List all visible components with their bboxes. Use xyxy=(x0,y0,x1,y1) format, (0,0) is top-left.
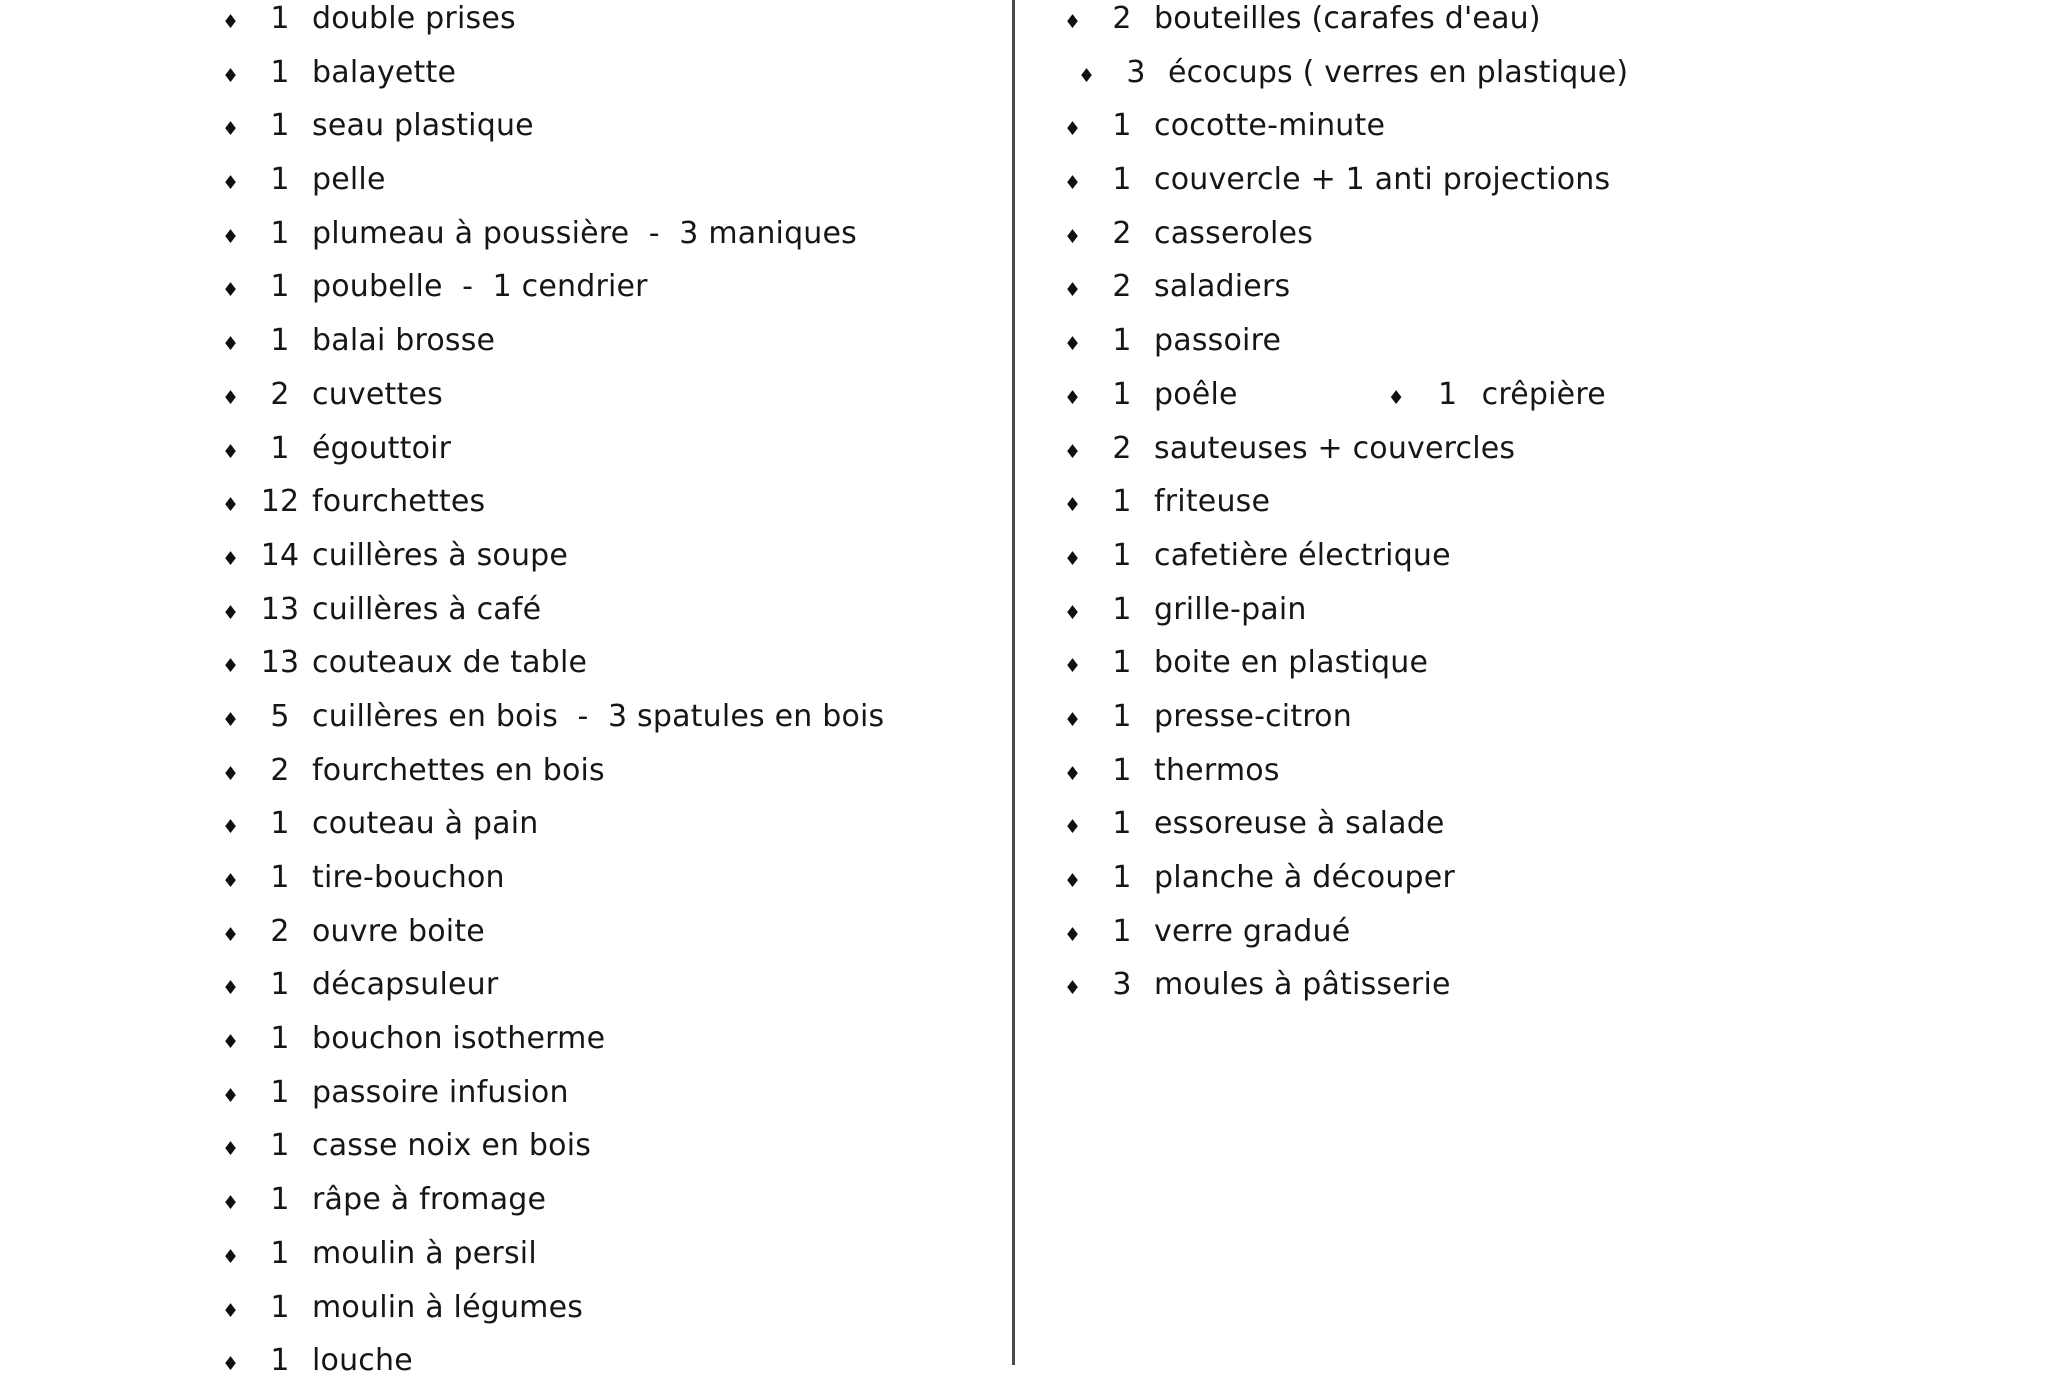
list-item xyxy=(222,46,1008,100)
item-label: saladiers xyxy=(1154,269,1291,305)
item-label: cuillères à soupe xyxy=(312,537,569,573)
list-item xyxy=(1064,905,2024,959)
item-label: couvercle + 1 anti projections xyxy=(1154,162,1611,198)
item-quantity: 1 xyxy=(270,323,290,359)
bullet-icon: ♦ xyxy=(222,1245,240,1268)
item-quantity: 2 xyxy=(1112,269,1132,305)
list-item xyxy=(1064,744,2024,798)
list-item xyxy=(222,797,1008,851)
bullet-icon: ♦ xyxy=(1064,923,1082,946)
item-quantity: 1 xyxy=(270,162,290,198)
list-item xyxy=(222,583,1008,637)
item-quantity: 1 xyxy=(270,1343,290,1379)
item-label: râpe à fromage xyxy=(312,1182,547,1218)
item-quantity: 1 xyxy=(1112,752,1132,788)
list-item xyxy=(1064,422,2024,476)
list-item xyxy=(222,314,1008,368)
item-quantity: 1 xyxy=(270,806,290,842)
item-label: boite en plastique xyxy=(1154,645,1429,681)
list-item xyxy=(222,422,1008,476)
list-item xyxy=(222,1227,1008,1281)
list-item xyxy=(222,153,1008,207)
list-item xyxy=(222,1173,1008,1227)
item-quantity: 1 xyxy=(1112,323,1132,359)
bullet-icon: ♦ xyxy=(1064,601,1082,624)
item-quantity: 1 xyxy=(1112,860,1132,895)
item-label: moulin à persil xyxy=(312,1235,537,1271)
bullet-icon: ♦ xyxy=(222,118,240,141)
item-label: cocotte-minute xyxy=(1154,108,1386,144)
item-label: bouteilles (carafes d'eau) xyxy=(1154,1,1541,36)
item-label: balayette xyxy=(312,54,457,90)
bullet-icon: ♦ xyxy=(222,547,240,570)
bullet-icon: ♦ xyxy=(222,64,240,87)
item-quantity: 12 xyxy=(260,484,300,520)
item-label: tire-bouchon xyxy=(312,860,505,895)
bullet-icon: ♦ xyxy=(222,225,240,248)
item-quantity: 1 xyxy=(270,1289,290,1325)
item-quantity: 13 xyxy=(260,645,300,681)
bullet-icon: ♦ xyxy=(222,333,240,356)
bullet-icon: ♦ xyxy=(222,1138,240,1161)
list-item xyxy=(1064,207,2024,261)
item-label: seau plastique xyxy=(312,108,534,144)
item-label: poubelle - 1 cendrier xyxy=(312,269,648,305)
item-label: égouttoir xyxy=(312,430,452,466)
bullet-icon: ♦ xyxy=(222,279,240,302)
item-quantity: 5 xyxy=(270,698,290,734)
item-label: balai brosse xyxy=(312,323,496,359)
inventory-column-right xyxy=(1064,0,2024,1012)
item-quantity: 1 xyxy=(270,1182,290,1218)
item-label: essoreuse à salade xyxy=(1154,806,1445,842)
list-item xyxy=(1064,958,2024,1012)
list-item xyxy=(222,99,1008,153)
bullet-icon: ♦ xyxy=(222,1084,240,1107)
item-label: louche xyxy=(312,1343,413,1379)
item-quantity: 1 xyxy=(1112,645,1132,681)
bullet-icon: ♦ xyxy=(1064,547,1082,570)
inventory-column-left xyxy=(222,0,1008,1388)
bullet-icon: ♦ xyxy=(222,1353,240,1376)
bullet-icon: ♦ xyxy=(222,1031,240,1054)
item-quantity: 1 xyxy=(270,215,290,251)
bullet-icon: ♦ xyxy=(222,1192,240,1215)
item-quantity: 14 xyxy=(260,537,300,573)
bullet-icon: ♦ xyxy=(1064,816,1082,839)
item-quantity: 1 xyxy=(270,1128,290,1164)
bullet-icon: ♦ xyxy=(222,494,240,517)
bullet-icon: ♦ xyxy=(222,708,240,731)
bullet-icon: ♦ xyxy=(222,977,240,1000)
item-quantity: 2 xyxy=(270,376,290,412)
item-label: passoire infusion xyxy=(312,1074,569,1110)
bullet-icon: ♦ xyxy=(222,440,240,463)
item-label: cuillères à café xyxy=(312,591,542,627)
list-item xyxy=(1064,690,2024,744)
item-label: poêle xyxy=(1154,376,1238,412)
list-item xyxy=(222,1066,1008,1120)
item-quantity: 1 xyxy=(1112,162,1132,198)
item-label: plumeau à poussière - 3 maniques xyxy=(312,215,858,251)
list-item xyxy=(222,1281,1008,1335)
list-item xyxy=(222,260,1008,314)
list-item xyxy=(222,0,1008,46)
list-item xyxy=(222,958,1008,1012)
bullet-icon: ♦ xyxy=(1064,655,1082,678)
item-label: fourchettes xyxy=(312,484,486,520)
item-label: passoire xyxy=(1154,323,1282,359)
item-quantity: 1 xyxy=(270,1021,290,1057)
list-item xyxy=(222,368,1008,422)
bullet-icon: ♦ xyxy=(1064,11,1082,33)
list-item xyxy=(1064,851,2024,905)
bullet-icon: ♦ xyxy=(222,816,240,839)
list-item xyxy=(1064,583,2024,637)
item-label: casse noix en bois xyxy=(312,1128,592,1164)
bullet-icon: ♦ xyxy=(1064,172,1082,195)
bullet-icon: ♦ xyxy=(1064,440,1082,463)
list-item xyxy=(222,207,1008,261)
item-label: grille-pain xyxy=(1154,591,1307,627)
bullet-icon: ♦ xyxy=(222,386,240,409)
item-quantity: 1 xyxy=(1112,591,1132,627)
item-label: sauteuses + couvercles xyxy=(1154,430,1516,466)
bullet-icon: ♦ xyxy=(1064,118,1082,141)
list-item xyxy=(1064,797,2024,851)
item-quantity: 1 xyxy=(270,108,290,144)
bullet-icon: ♦ xyxy=(1064,708,1082,731)
list-item xyxy=(222,744,1008,798)
bullet-icon: ♦ xyxy=(1064,762,1082,785)
item-quantity: 1 xyxy=(270,1235,290,1271)
item-label: décapsuleur xyxy=(312,967,499,1003)
item-label: friteuse xyxy=(1154,484,1271,520)
item-quantity: 2 xyxy=(1112,430,1132,466)
list-item xyxy=(222,1119,1008,1173)
item-quantity: 1 xyxy=(1438,376,1458,412)
item-quantity: 2 xyxy=(1112,215,1132,251)
item-quantity: 1 xyxy=(1112,913,1132,949)
bullet-icon: ♦ xyxy=(1078,64,1096,87)
bullet-icon: ♦ xyxy=(222,601,240,624)
item-label: moulin à légumes xyxy=(312,1289,584,1325)
item-quantity: 3 xyxy=(1126,54,1146,90)
item-label: couteau à pain xyxy=(312,806,539,842)
list-item xyxy=(222,690,1008,744)
item-label: moules à pâtisserie xyxy=(1154,967,1451,1003)
item-label: cuvettes xyxy=(312,376,443,412)
bullet-icon: ♦ xyxy=(222,655,240,678)
bullet-icon: ♦ xyxy=(1064,977,1082,1000)
bullet-icon: ♦ xyxy=(222,172,240,195)
bullet-icon: ♦ xyxy=(1064,225,1082,248)
item-quantity: 2 xyxy=(270,913,290,949)
item-quantity: 1 xyxy=(270,860,290,895)
item-label: double prises xyxy=(312,1,516,36)
bullet-icon: ♦ xyxy=(1064,279,1082,302)
item-quantity: 1 xyxy=(1112,108,1132,144)
bullet-icon: ♦ xyxy=(222,1299,240,1322)
bullet-icon: ♦ xyxy=(222,11,240,33)
list-item xyxy=(1064,153,2024,207)
bullet-icon: ♦ xyxy=(1387,386,1405,409)
item-label: écocups ( verres en plastique) xyxy=(1168,54,1629,90)
item-label: fourchettes en bois xyxy=(312,752,605,788)
item-quantity: 2 xyxy=(270,752,290,788)
bullet-icon: ♦ xyxy=(1064,494,1082,517)
item-quantity: 1 xyxy=(1112,484,1132,520)
item-label: pelle xyxy=(312,162,386,198)
item-quantity: 1 xyxy=(1112,698,1132,734)
item-quantity: 3 xyxy=(1112,967,1132,1003)
list-item xyxy=(1064,260,2024,314)
item-quantity: 1 xyxy=(270,1074,290,1110)
list-item xyxy=(1064,0,2024,46)
list-item xyxy=(222,1334,1008,1388)
list-item xyxy=(1064,46,2024,100)
bullet-icon: ♦ xyxy=(222,923,240,946)
item-quantity: 1 xyxy=(270,1,290,36)
list-item xyxy=(1064,368,2024,422)
list-item xyxy=(1064,475,2024,529)
item-quantity: 1 xyxy=(1112,537,1132,573)
list-item xyxy=(1064,529,2024,583)
item-quantity: 1 xyxy=(270,54,290,90)
list-item xyxy=(1064,636,2024,690)
item-label: bouchon isotherme xyxy=(312,1021,606,1057)
list-item xyxy=(1064,314,2024,368)
item-quantity: 1 xyxy=(1112,806,1132,842)
item-label: thermos xyxy=(1154,752,1280,788)
item-quantity: 13 xyxy=(260,591,300,627)
item-quantity: 1 xyxy=(1112,376,1132,412)
item-label: couteaux de table xyxy=(312,645,588,681)
item-quantity: 1 xyxy=(270,269,290,305)
bullet-icon: ♦ xyxy=(1064,870,1082,892)
item-quantity: 1 xyxy=(270,967,290,1003)
bullet-icon: ♦ xyxy=(222,870,240,892)
item-label: planche à découper xyxy=(1154,860,1455,895)
list-item xyxy=(222,475,1008,529)
item-label: presse-citron xyxy=(1154,698,1352,734)
item-quantity: 2 xyxy=(1112,1,1132,36)
list-item xyxy=(222,905,1008,959)
list-item xyxy=(222,529,1008,583)
item-quantity: 1 xyxy=(270,430,290,466)
item-label: casseroles xyxy=(1154,215,1314,251)
item-label: crêpière xyxy=(1481,376,1606,412)
list-item xyxy=(222,636,1008,690)
bullet-icon: ♦ xyxy=(222,762,240,785)
item-label: verre gradué xyxy=(1154,913,1351,949)
inline-extra-item xyxy=(1388,368,1606,426)
item-label: ouvre boite xyxy=(312,913,485,949)
bullet-icon: ♦ xyxy=(1064,333,1082,356)
bullet-icon: ♦ xyxy=(1064,386,1082,409)
item-label: cafetière électrique xyxy=(1154,537,1451,573)
item-label: cuillères en bois - 3 spatules en bois xyxy=(312,698,885,734)
list-item xyxy=(222,1012,1008,1066)
list-item xyxy=(1064,99,2024,153)
column-divider xyxy=(1012,0,1015,1365)
list-item xyxy=(222,851,1008,905)
